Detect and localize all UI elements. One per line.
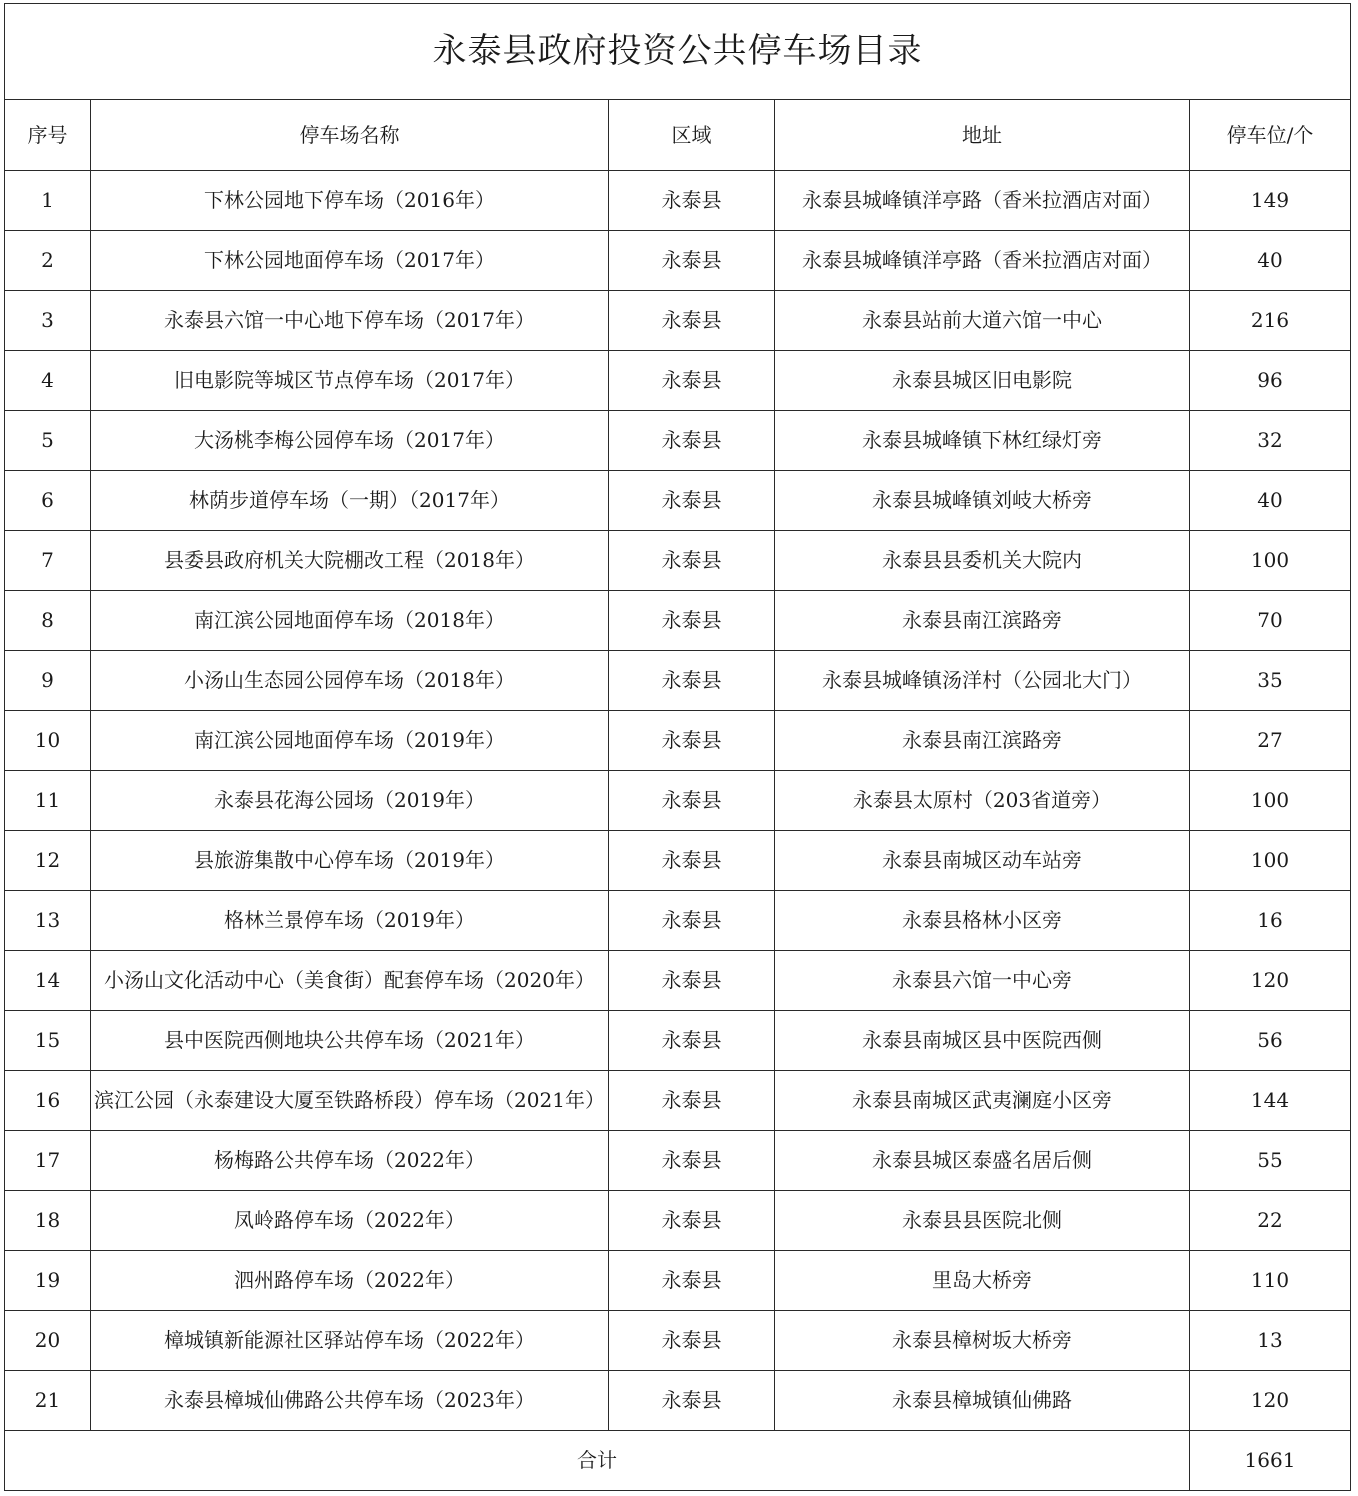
cell-name: 大汤桃李梅公园停车场（2017年） [91,411,609,471]
table-row [5,351,1351,411]
cell-name: 樟城镇新能源社区驿站停车场（2022年） [91,1311,609,1371]
cell-address: 永泰县南城区动车站旁 [775,831,1190,891]
header-spaces: 停车位/个 [1190,100,1351,171]
cell-index: 13 [5,891,91,951]
table-row [5,471,1351,531]
total-row [5,1431,1351,1491]
cell-region: 永泰县 [609,291,775,351]
cell-region: 永泰县 [609,231,775,291]
cell-name: 凤岭路停车场（2022年） [91,1191,609,1251]
cell-spaces: 27 [1190,711,1351,771]
cell-spaces: 40 [1190,471,1351,531]
parking-table [4,3,1351,1491]
cell-spaces: 120 [1190,951,1351,1011]
cell-index: 8 [5,591,91,651]
cell-index: 10 [5,711,91,771]
cell-index: 16 [5,1071,91,1131]
table-row [5,1071,1351,1131]
cell-region: 永泰县 [609,951,775,1011]
cell-name: 格林兰景停车场（2019年） [91,891,609,951]
cell-address: 永泰县太原村（203省道旁） [775,771,1190,831]
table-row [5,831,1351,891]
cell-name: 南江滨公园地面停车场（2018年） [91,591,609,651]
cell-address: 永泰县樟树坂大桥旁 [775,1311,1190,1371]
cell-index: 11 [5,771,91,831]
cell-index: 5 [5,411,91,471]
parking-directory-sheet [4,3,1350,1491]
cell-index: 19 [5,1251,91,1311]
table-row [5,291,1351,351]
cell-name: 泗州路停车场（2022年） [91,1251,609,1311]
cell-region: 永泰县 [609,831,775,891]
cell-spaces: 100 [1190,531,1351,591]
cell-address: 永泰县南城区县中医院西侧 [775,1011,1190,1071]
cell-index: 12 [5,831,91,891]
cell-name: 永泰县花海公园场（2019年） [91,771,609,831]
cell-spaces: 13 [1190,1311,1351,1371]
cell-address: 永泰县南城区武夷澜庭小区旁 [775,1071,1190,1131]
cell-region: 永泰县 [609,1191,775,1251]
cell-region: 永泰县 [609,891,775,951]
cell-name: 旧电影院等城区节点停车场（2017年） [91,351,609,411]
cell-address: 永泰县城峰镇洋亭路（香米拉酒店对面） [775,231,1190,291]
cell-region: 永泰县 [609,1311,775,1371]
cell-region: 永泰县 [609,591,775,651]
cell-region: 永泰县 [609,171,775,231]
table-row [5,231,1351,291]
cell-address: 永泰县城峰镇洋亭路（香米拉酒店对面） [775,171,1190,231]
cell-address: 永泰县城区泰盛名居后侧 [775,1131,1190,1191]
table-row [5,711,1351,771]
cell-address: 永泰县城峰镇刘岐大桥旁 [775,471,1190,531]
cell-spaces: 149 [1190,171,1351,231]
cell-address: 永泰县格林小区旁 [775,891,1190,951]
cell-name: 杨梅路公共停车场（2022年） [91,1131,609,1191]
table-row [5,1251,1351,1311]
cell-name: 小汤山生态园公园停车场（2018年） [91,651,609,711]
header-region: 区域 [609,100,775,171]
table-row [5,951,1351,1011]
cell-region: 永泰县 [609,471,775,531]
cell-name: 县中医院西侧地块公共停车场（2021年） [91,1011,609,1071]
cell-index: 15 [5,1011,91,1071]
cell-address: 永泰县南江滨路旁 [775,711,1190,771]
cell-spaces: 56 [1190,1011,1351,1071]
cell-address: 永泰县樟城镇仙佛路 [775,1371,1190,1431]
cell-address: 永泰县县医院北侧 [775,1191,1190,1251]
cell-name: 南江滨公园地面停车场（2019年） [91,711,609,771]
cell-name: 下林公园地下停车场（2016年） [91,171,609,231]
cell-address: 永泰县南江滨路旁 [775,591,1190,651]
cell-region: 永泰县 [609,1251,775,1311]
cell-region: 永泰县 [609,1131,775,1191]
cell-address: 永泰县城峰镇汤洋村（公园北大门） [775,651,1190,711]
cell-index: 21 [5,1371,91,1431]
cell-spaces: 216 [1190,291,1351,351]
cell-index: 20 [5,1311,91,1371]
cell-name: 林荫步道停车场（一期）（2017年） [91,471,609,531]
cell-region: 永泰县 [609,651,775,711]
table-row [5,1311,1351,1371]
table-row [5,1371,1351,1431]
total-label: 合计 [5,1431,1190,1491]
cell-spaces: 120 [1190,1371,1351,1431]
cell-address: 永泰县六馆一中心旁 [775,951,1190,1011]
cell-spaces: 32 [1190,411,1351,471]
cell-index: 6 [5,471,91,531]
cell-index: 2 [5,231,91,291]
cell-name: 县旅游集散中心停车场（2019年） [91,831,609,891]
cell-index: 9 [5,651,91,711]
cell-index: 18 [5,1191,91,1251]
header-index: 序号 [5,100,91,171]
cell-spaces: 22 [1190,1191,1351,1251]
table-row [5,1011,1351,1071]
cell-spaces: 144 [1190,1071,1351,1131]
cell-name: 滨江公园（永泰建设大厦至铁路桥段）停车场（2021年） [91,1071,609,1131]
table-header-row [5,100,1351,171]
cell-name: 小汤山文化活动中心（美食街）配套停车场（2020年） [91,951,609,1011]
cell-spaces: 96 [1190,351,1351,411]
cell-region: 永泰县 [609,1371,775,1431]
cell-address: 永泰县站前大道六馆一中心 [775,291,1190,351]
cell-region: 永泰县 [609,531,775,591]
cell-region: 永泰县 [609,1071,775,1131]
cell-index: 1 [5,171,91,231]
table-row [5,591,1351,651]
cell-address: 永泰县城峰镇下林红绿灯旁 [775,411,1190,471]
cell-spaces: 100 [1190,831,1351,891]
cell-spaces: 16 [1190,891,1351,951]
cell-name: 县委县政府机关大院棚改工程（2018年） [91,531,609,591]
page-title: 永泰县政府投资公共停车场目录 [5,4,1351,100]
table-row [5,1191,1351,1251]
cell-address: 永泰县县委机关大院内 [775,531,1190,591]
table-row [5,171,1351,231]
cell-name: 下林公园地面停车场（2017年） [91,231,609,291]
cell-region: 永泰县 [609,711,775,771]
cell-index: 17 [5,1131,91,1191]
cell-region: 永泰县 [609,771,775,831]
cell-spaces: 110 [1190,1251,1351,1311]
table-row [5,1131,1351,1191]
table-row [5,411,1351,471]
header-address: 地址 [775,100,1190,171]
cell-index: 3 [5,291,91,351]
cell-spaces: 70 [1190,591,1351,651]
table-row [5,891,1351,951]
cell-name: 永泰县六馆一中心地下停车场（2017年） [91,291,609,351]
table-row [5,771,1351,831]
table-row [5,651,1351,711]
cell-address: 永泰县城区旧电影院 [775,351,1190,411]
cell-region: 永泰县 [609,1011,775,1071]
cell-spaces: 35 [1190,651,1351,711]
total-value: 1661 [1190,1431,1351,1491]
cell-index: 4 [5,351,91,411]
cell-name: 永泰县樟城仙佛路公共停车场（2023年） [91,1371,609,1431]
cell-region: 永泰县 [609,411,775,471]
cell-index: 7 [5,531,91,591]
header-name: 停车场名称 [91,100,609,171]
cell-spaces: 40 [1190,231,1351,291]
cell-spaces: 55 [1190,1131,1351,1191]
table-row [5,531,1351,591]
cell-index: 14 [5,951,91,1011]
cell-address: 里岛大桥旁 [775,1251,1190,1311]
cell-spaces: 100 [1190,771,1351,831]
cell-region: 永泰县 [609,351,775,411]
